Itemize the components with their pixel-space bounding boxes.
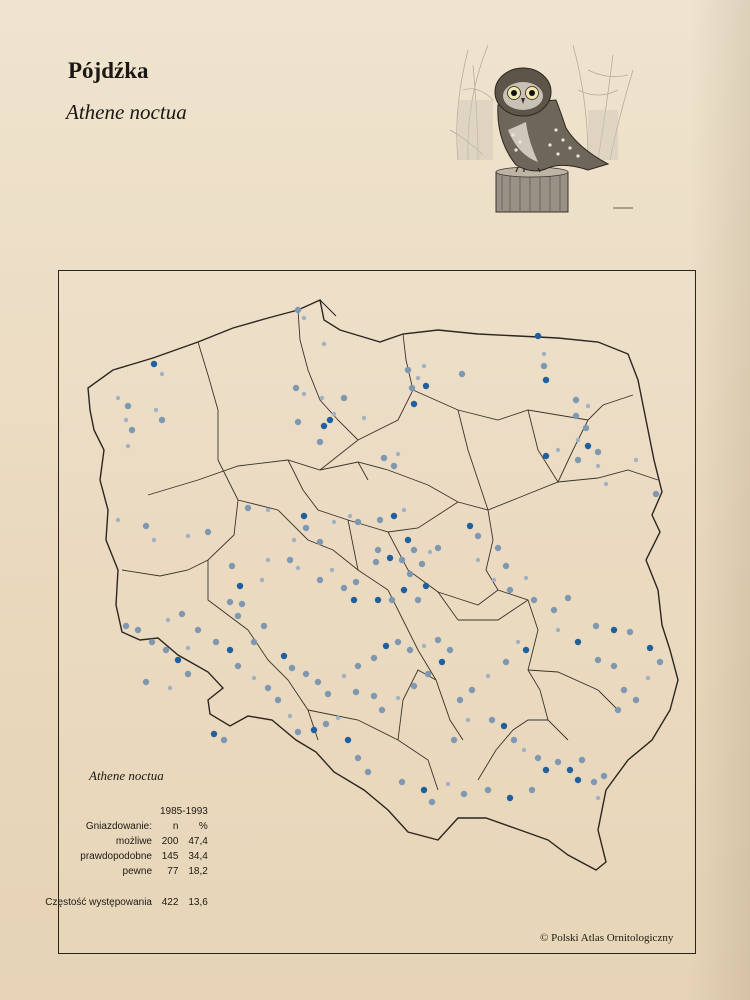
possible-breeding-point: [322, 342, 326, 346]
probable-breeding-point: [125, 403, 131, 409]
legend-row-pct: 34,4: [188, 851, 208, 862]
possible-breeding-point: [266, 508, 270, 512]
legend-row-label: prawdopodobne: [80, 851, 152, 862]
possible-breeding-point: [152, 538, 156, 542]
certain-breeding-point: [327, 417, 333, 423]
certain-breeding-point: [439, 659, 445, 665]
probable-breeding-point: [573, 413, 579, 419]
legend-period: 1985-1993: [160, 806, 208, 817]
legend-row-pct: 47,4: [188, 836, 208, 847]
legend-row: [30, 864, 212, 879]
probable-breeding-point: [535, 755, 541, 761]
probable-breeding-point: [551, 607, 557, 613]
probable-breeding-point: [531, 597, 537, 603]
probable-breeding-point: [653, 491, 659, 497]
probable-breeding-point: [475, 533, 481, 539]
probable-breeding-point: [323, 721, 329, 727]
certain-breeding-point: [507, 795, 513, 801]
probable-breeding-point: [399, 557, 405, 563]
probable-breeding-point: [123, 623, 129, 629]
probable-breeding-point: [293, 385, 299, 391]
legend-row: [30, 834, 212, 849]
probable-breeding-point: [593, 623, 599, 629]
probable-breeding-point: [295, 307, 301, 313]
possible-breeding-point: [260, 578, 264, 582]
probable-breeding-point: [389, 597, 395, 603]
possible-breeding-point: [492, 578, 496, 582]
probable-breeding-point: [353, 689, 359, 695]
possible-breeding-point: [542, 352, 546, 356]
probable-breeding-point: [245, 505, 251, 511]
certain-breeding-point: [423, 383, 429, 389]
possible-breeding-point: [402, 508, 406, 512]
legend-row-pct: 18,2: [188, 866, 208, 877]
map-legend: [30, 768, 280, 910]
legend-frequency-pct: 13,6: [188, 897, 208, 908]
legend-row-n: 77: [167, 866, 179, 877]
probable-breeding-point: [381, 455, 387, 461]
probable-breeding-point: [451, 737, 457, 743]
probable-breeding-point: [265, 685, 271, 691]
probable-breeding-point: [495, 545, 501, 551]
possible-breeding-point: [302, 392, 306, 396]
possible-breeding-point: [116, 518, 120, 522]
probable-breeding-point: [627, 629, 633, 635]
probable-breeding-point: [379, 707, 385, 713]
probable-breeding-point: [289, 665, 295, 671]
page-edge-shadow: [690, 0, 750, 1000]
certain-breeding-point: [151, 361, 157, 367]
possible-breeding-point: [116, 396, 120, 400]
probable-breeding-point: [143, 679, 149, 685]
probable-breeding-point: [469, 687, 475, 693]
probable-breeding-point: [595, 449, 601, 455]
probable-breeding-point: [615, 707, 621, 713]
probable-breeding-point: [459, 371, 465, 377]
probable-breeding-point: [261, 623, 267, 629]
possible-breeding-point: [422, 364, 426, 368]
certain-breeding-point: [311, 727, 317, 733]
possible-breeding-point: [252, 676, 256, 680]
legend-col-n: n: [172, 821, 179, 832]
probable-breeding-point: [251, 639, 257, 645]
legend-row-n: 200: [161, 836, 179, 847]
probable-breeding-point: [221, 737, 227, 743]
probable-breeding-point: [595, 657, 601, 663]
legend-section-label: Gniazdowanie:: [85, 821, 152, 832]
certain-breeding-point: [535, 333, 541, 339]
probable-breeding-point: [341, 395, 347, 401]
certain-breeding-point: [501, 723, 507, 729]
certain-breeding-point: [543, 767, 549, 773]
probable-breeding-point: [213, 639, 219, 645]
certain-breeding-point: [523, 647, 529, 653]
probable-breeding-point: [573, 397, 579, 403]
possible-breeding-point: [160, 372, 164, 376]
certain-breeding-point: [345, 737, 351, 743]
probable-breeding-point: [227, 599, 233, 605]
certain-breeding-point: [211, 731, 217, 737]
probable-breeding-point: [579, 757, 585, 763]
possible-breeding-point: [466, 718, 470, 722]
probable-breeding-point: [159, 417, 165, 423]
certain-breeding-point: [543, 377, 549, 383]
probable-breeding-point: [407, 571, 413, 577]
certain-breeding-point: [411, 401, 417, 407]
probable-breeding-point: [611, 663, 617, 669]
legend-table: [30, 804, 212, 910]
possible-breeding-point: [168, 686, 172, 690]
probable-breeding-point: [411, 547, 417, 553]
probable-breeding-point: [315, 679, 321, 685]
possible-breeding-point: [288, 714, 292, 718]
probable-breeding-point: [303, 525, 309, 531]
probable-breeding-point: [163, 647, 169, 653]
possible-breeding-point: [396, 696, 400, 700]
probable-breeding-point: [229, 563, 235, 569]
probable-breeding-point: [371, 693, 377, 699]
probable-breeding-point: [129, 427, 135, 433]
probable-breeding-point: [503, 563, 509, 569]
legend-row: [30, 849, 212, 864]
probable-breeding-point: [429, 799, 435, 805]
probable-breeding-point: [149, 639, 155, 645]
probable-breeding-point: [185, 671, 191, 677]
probable-breeding-point: [555, 759, 561, 765]
certain-breeding-point: [467, 523, 473, 529]
probable-breeding-point: [317, 577, 323, 583]
probable-breeding-point: [461, 791, 467, 797]
possible-breeding-point: [396, 452, 400, 456]
probable-breeding-point: [135, 627, 141, 633]
probable-breeding-point: [485, 787, 491, 793]
possible-breeding-point: [320, 396, 324, 400]
possible-breeding-point: [428, 550, 432, 554]
possible-breeding-point: [302, 316, 306, 320]
probable-breeding-point: [409, 385, 415, 391]
probable-breeding-point: [407, 647, 413, 653]
certain-breeding-point: [575, 639, 581, 645]
certain-breeding-point: [401, 587, 407, 593]
possible-breeding-point: [292, 538, 296, 542]
probable-breeding-point: [425, 671, 431, 677]
certain-breeding-point: [423, 583, 429, 589]
legend-frequency-n: 422: [161, 897, 179, 908]
probable-breeding-point: [415, 597, 421, 603]
region-boundaries: [122, 310, 658, 790]
possible-breeding-point: [646, 676, 650, 680]
probable-breeding-point: [633, 697, 639, 703]
probable-breeding-point: [353, 579, 359, 585]
probable-breeding-point: [575, 457, 581, 463]
possible-breeding-point: [576, 438, 580, 442]
probable-breeding-point: [583, 425, 589, 431]
legend-row-label: pewne: [122, 866, 152, 877]
probable-breeding-point: [541, 363, 547, 369]
possible-breeding-point: [186, 534, 190, 538]
certain-breeding-point: [387, 555, 393, 561]
probable-breeding-point: [179, 611, 185, 617]
certain-breeding-point: [647, 645, 653, 651]
possible-breeding-point: [342, 674, 346, 678]
possible-breeding-point: [516, 640, 520, 644]
certain-breeding-point: [351, 597, 357, 603]
probable-breeding-point: [375, 547, 381, 553]
possible-breeding-point: [154, 408, 158, 412]
copyright: © Polski Atlas Ornitologiczny: [540, 932, 674, 944]
probable-breeding-point: [507, 587, 513, 593]
probable-breeding-point: [205, 529, 211, 535]
probable-breeding-point: [591, 779, 597, 785]
certain-breeding-point: [321, 423, 327, 429]
probable-breeding-point: [565, 595, 571, 601]
certain-breeding-point: [543, 453, 549, 459]
probable-breeding-point: [275, 697, 281, 703]
possible-breeding-point: [126, 444, 130, 448]
probable-breeding-point: [511, 737, 517, 743]
possible-breeding-point: [556, 448, 560, 452]
probable-breeding-point: [325, 691, 331, 697]
page-title: Pójdźka: [68, 58, 149, 83]
probable-breeding-point: [405, 367, 411, 373]
possible-breeding-point: [416, 376, 420, 380]
probable-breeding-point: [143, 523, 149, 529]
certain-breeding-point: [405, 537, 411, 543]
possible-breeding-point: [586, 404, 590, 408]
certain-breeding-point: [227, 647, 233, 653]
possible-breeding-point: [556, 628, 560, 632]
possible-breeding-point: [166, 618, 170, 622]
possible-breeding-point: [124, 418, 128, 422]
probable-breeding-point: [395, 639, 401, 645]
certain-breeding-point: [301, 513, 307, 519]
probable-breeding-point: [195, 627, 201, 633]
map-points: [116, 307, 663, 805]
possible-breeding-point: [634, 458, 638, 462]
probable-breeding-point: [371, 655, 377, 661]
possible-breeding-point: [332, 520, 336, 524]
probable-breeding-point: [317, 439, 323, 445]
certain-breeding-point: [391, 513, 397, 519]
certain-breeding-point: [281, 653, 287, 659]
possible-breeding-point: [348, 514, 352, 518]
probable-breeding-point: [503, 659, 509, 665]
legend-species: Athene noctua: [89, 768, 164, 783]
possible-breeding-point: [336, 716, 340, 720]
probable-breeding-point: [295, 729, 301, 735]
probable-breeding-point: [235, 663, 241, 669]
legend-frequency-row: [30, 895, 212, 910]
possible-breeding-point: [266, 558, 270, 562]
probable-breeding-point: [287, 557, 293, 563]
probable-breeding-point: [355, 755, 361, 761]
probable-breeding-point: [355, 663, 361, 669]
probable-breeding-point: [489, 717, 495, 723]
probable-breeding-point: [411, 683, 417, 689]
probable-breeding-point: [419, 561, 425, 567]
probable-breeding-point: [295, 419, 301, 425]
possible-breeding-point: [362, 416, 366, 420]
probable-breeding-point: [303, 671, 309, 677]
possible-breeding-point: [604, 482, 608, 486]
legend-row-label: możliwe: [115, 836, 152, 847]
legend-col-pct: %: [198, 821, 208, 832]
probable-breeding-point: [435, 637, 441, 643]
certain-breeding-point: [611, 627, 617, 633]
legend-row-n: 145: [161, 851, 179, 862]
probable-breeding-point: [239, 601, 245, 607]
possible-breeding-point: [332, 412, 336, 416]
possible-breeding-point: [596, 464, 600, 468]
possible-breeding-point: [446, 782, 450, 786]
legend-frequency-label: Częstość występowania: [45, 897, 152, 908]
probable-breeding-point: [657, 659, 663, 665]
possible-breeding-point: [596, 796, 600, 800]
owl-illustration: [438, 30, 648, 215]
probable-breeding-point: [355, 519, 361, 525]
probable-breeding-point: [365, 769, 371, 775]
probable-breeding-point: [377, 517, 383, 523]
probable-breeding-point: [391, 463, 397, 469]
certain-breeding-point: [575, 777, 581, 783]
probable-breeding-point: [435, 545, 441, 551]
certain-breeding-point: [237, 583, 243, 589]
possible-breeding-point: [330, 568, 334, 572]
probable-breeding-point: [373, 559, 379, 565]
probable-breeding-point: [235, 613, 241, 619]
latin-name: Athene noctua: [66, 100, 187, 124]
possible-breeding-point: [422, 644, 426, 648]
probable-breeding-point: [529, 787, 535, 793]
possible-breeding-point: [186, 646, 190, 650]
probable-breeding-point: [399, 779, 405, 785]
probable-breeding-point: [317, 539, 323, 545]
certain-breeding-point: [585, 443, 591, 449]
probable-breeding-point: [447, 647, 453, 653]
certain-breeding-point: [383, 643, 389, 649]
probable-breeding-point: [601, 773, 607, 779]
possible-breeding-point: [476, 558, 480, 562]
possible-breeding-point: [296, 566, 300, 570]
certain-breeding-point: [375, 597, 381, 603]
possible-breeding-point: [524, 576, 528, 580]
probable-breeding-point: [621, 687, 627, 693]
probable-breeding-point: [457, 697, 463, 703]
certain-breeding-point: [567, 767, 573, 773]
probable-breeding-point: [341, 585, 347, 591]
certain-breeding-point: [175, 657, 181, 663]
certain-breeding-point: [421, 787, 427, 793]
possible-breeding-point: [522, 748, 526, 752]
possible-breeding-point: [486, 674, 490, 678]
